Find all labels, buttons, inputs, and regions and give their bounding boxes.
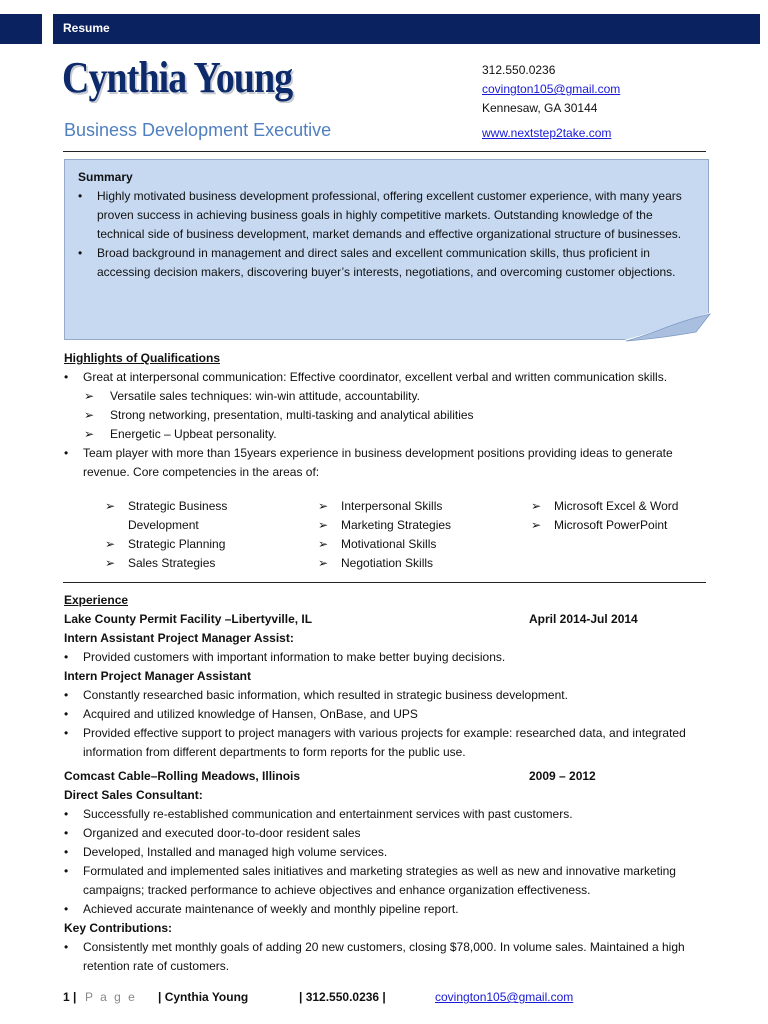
candidate-title: Business Development Executive [64, 120, 332, 140]
list-item: • Organized and executed door-to-door resident sales [64, 826, 361, 840]
list-item: • Team player with more than 15years experience in business development positions providing ideas to generate revenue. Core competencies in the areas of: [64, 446, 673, 479]
footer-email-link[interactable]: covington105@gmail.com [435, 990, 574, 1004]
footer-phone: | 312.550.0236 | [299, 990, 386, 1004]
list-item: ➢ Marketing Strategies [318, 518, 452, 532]
job-company: Lake County Permit Facility –Libertyville, IL [64, 612, 313, 626]
list-item: • Formulated and implemented sales initiatives and marketing strategies as well as new and innovative marketing campaigns; tracked performance to achieve objectives and enhance organization effectiveness. [64, 864, 676, 897]
list-item: ➢ Strategic Business Development [105, 499, 228, 532]
list-item: • Successfully re-established communication and entertainment services with past customers. [64, 807, 573, 821]
list-item: ➢ Negotiation Skills [318, 556, 434, 570]
contact-email-link[interactable]: covington105@gmail.com [482, 82, 621, 96]
highlights-title: Highlights of Qualifications [64, 351, 220, 365]
contact-location: Kennesaw, GA 30144 [482, 101, 598, 115]
job-dates: 2009 – 2012 [529, 769, 596, 783]
list-item: • Constantly researched basic information, which resulted in strategic business development. [64, 688, 568, 702]
list-item: ➢ Microsoft PowerPoint [531, 518, 668, 532]
header-bar [53, 14, 760, 44]
divider [63, 582, 706, 583]
list-item: ➢ Interpersonal Skills [318, 499, 443, 513]
experience-section [64, 591, 704, 976]
list-item: • Highly motivated business development professional, offering excellent customer experience, with many years proven success in achieving business goals in highly competitive markets. Outstanding knowledge of the technical side of business development, market demands and effective organizational structure of businesses. [78, 189, 682, 241]
competency-column-3 [531, 497, 681, 535]
list-item: ➢ Sales Strategies [105, 556, 216, 570]
list-item: • Broad background in management and direct sales and excellent communication skills, thus proficient in accessing decision makers, discovering buyer’s interests, negotiations, and overcoming customer objections. [78, 246, 676, 279]
job-role: Intern Assistant Project Manager Assist: [64, 631, 294, 645]
sub-list [64, 387, 704, 444]
footer-name: | Cynthia Young [158, 990, 249, 1004]
job-header [64, 767, 704, 786]
list-item: • Consistently met monthly goals of adding 20 new customers, closing $78,000. In volume sales. Maintained a high retention rate of customers. [64, 940, 685, 973]
header-tag: Resume [63, 21, 110, 35]
list-item: ➢ Strong networking, presentation, multi-tasking and analytical abilities [84, 408, 474, 422]
divider [63, 151, 706, 152]
list-item: ➢ Strategic Planning [105, 537, 226, 551]
summary-title: Summary [78, 170, 133, 184]
list-item: • Great at interpersonal communication: Effective coordinator, excellent verbal and written communication skills. [64, 370, 668, 384]
summary-list [78, 187, 703, 282]
job-header [64, 610, 704, 629]
list-item: ➢ Motivational Skills [318, 537, 437, 551]
job-role: Direct Sales Consultant: [64, 788, 203, 802]
list-item: • Achieved accurate maintenance of weekly and monthly pipeline report. [64, 902, 459, 916]
job-dates: April 2014-Jul 2014 [529, 612, 638, 626]
list-item: ➢ Energetic – Upbeat personality. [84, 427, 277, 441]
highlights-section [64, 349, 704, 482]
footer-page-number: 1 | [63, 990, 77, 1004]
list-item: • Developed, Installed and managed high volume services. [64, 845, 388, 859]
website-link[interactable]: www.nextstep2take.com [482, 126, 612, 140]
job-company: Comcast Cable–Rolling Meadows, Illinois [64, 769, 301, 783]
list-item: ➢ Microsoft Excel & Word [531, 499, 679, 513]
footer-page-word: P a g e [85, 990, 137, 1004]
candidate-name: Cynthia Young [62, 53, 293, 102]
experience-title: Experience [64, 593, 129, 607]
competency-column-1 [105, 497, 255, 573]
page-curl-decoration [624, 312, 712, 342]
contact-block [482, 61, 620, 118]
contact-phone: 312.550.0236 [482, 63, 556, 77]
header-bar-left [0, 14, 42, 44]
competency-column-2 [318, 497, 498, 573]
list-item: • Provided customers with important information to make better buying decisions. [64, 650, 506, 664]
job-role: Intern Project Manager Assistant [64, 669, 251, 683]
list-item: • Acquired and utilized knowledge of Hansen, OnBase, and UPS [64, 707, 418, 721]
list-item: ➢ Versatile sales techniques: win-win attitude, accountability. [84, 389, 420, 403]
contributions-title: Key Contributions: [64, 921, 172, 935]
list-item: • Provided effective support to project managers with various projects for example: researched data, and integrated information from different departments to form reports for the public use. [64, 726, 686, 759]
